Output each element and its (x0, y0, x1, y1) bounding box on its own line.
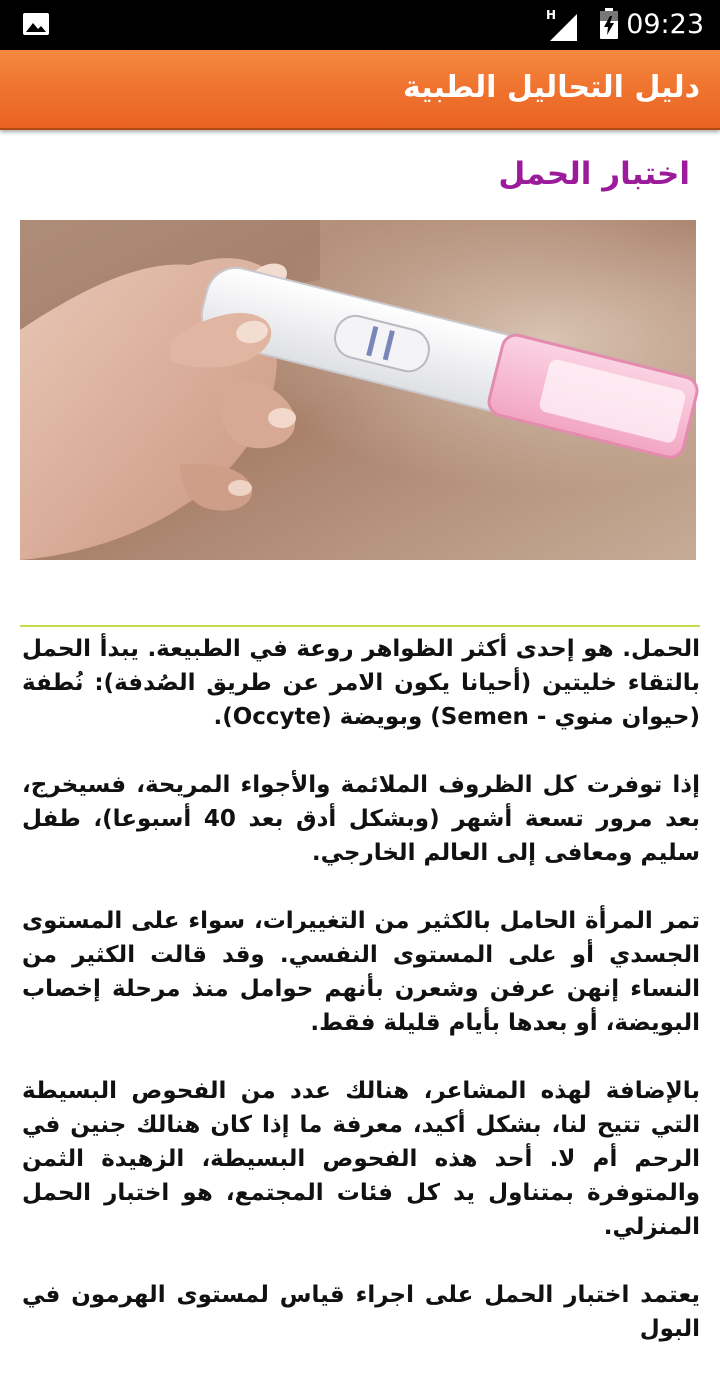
signal-icon (546, 8, 578, 42)
article-paragraph: الحمل. هو إحدى أكثر الظواهر روعة في الطبيعة. يبدأ الحمل بالتقاء خليتين (أحيانا يكون الامر عن طريق الصُدفة): نُطفة (حيوان منوي - Semen) وبويضة (Occyte). (22, 636, 700, 730)
network-type-label: H (546, 8, 557, 22)
article-paragraph: إذا توفرت كل الظروف الملائمة والأجواء المريحة، فسيخرج، بعد مرور تسعة أشهر (وبشكل أدق بعد 40 أسبوعا)، طفل سليم ومعافى إلى العالم الخارجي. (22, 772, 700, 866)
article-paragraph: تمر المرأة الحامل بالكثير من التغييرات، سواء على المستوى الجسدي أو على المستوى النفسي. وقد قالت الكثير من النساء إنهن عرفن وشعرن بأنهم حوامل منذ مرحلة إخصاب البويضة، أو بعدها بأيام قليلة فقط. (22, 908, 700, 1036)
gallery-icon (22, 12, 50, 36)
article-paragraph: يعتمد اختبار الحمل على اجراء قياس لمستوى الهرمون في البول (22, 1282, 700, 1342)
article-scroll-view[interactable] (0, 132, 720, 1342)
app-bar (0, 50, 720, 130)
pregnancy-test-photo (20, 220, 696, 560)
battery-charging-icon (598, 8, 620, 40)
article-heading: اختبار الحمل (498, 156, 690, 192)
article-paragraph: بالإضافة لهذه المشاعر، هنالك عدد من الفحوص البسيطة التي تتيح لنا، بشكل أكيد، معرفة ما إذا كان هنالك جنين في الرحم أم لا. أحد هذه الفحوص البسيطة، الزهيدة الثمن والمتوفرة بمتناول يد كل فئات المجتمع، هو اختبار الحمل المنزلي. (22, 1078, 700, 1240)
content-divider (20, 625, 700, 627)
status-bar (0, 0, 720, 50)
status-time: 09:23 (626, 9, 704, 40)
article-body (22, 632, 700, 1380)
app-title: دليل التحاليل الطبية (403, 70, 700, 105)
